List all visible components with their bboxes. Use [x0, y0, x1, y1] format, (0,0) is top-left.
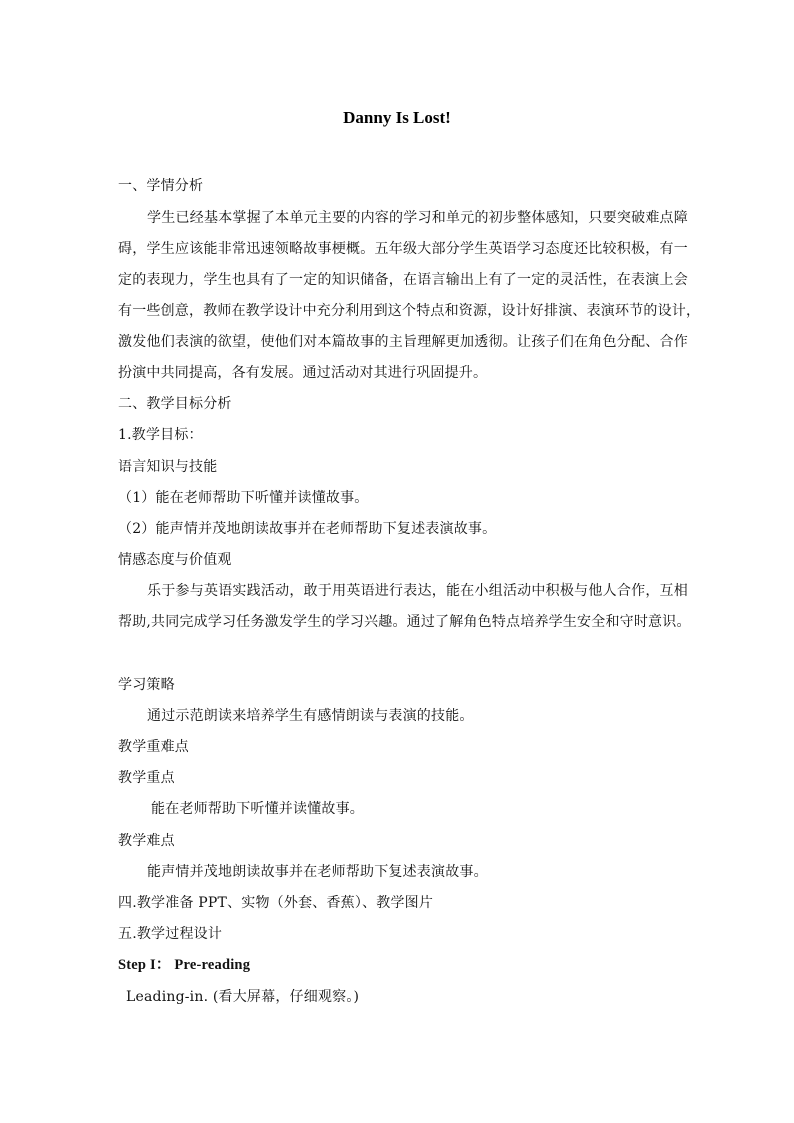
attitude-heading: 情感态度与价值观	[118, 552, 232, 568]
paragraph-line: 碍，学生应该能非常迅速领略故事梗概。五年级大部分学生英语学习态度还比较积极，有一	[118, 241, 688, 257]
difficult-text: 能声情并茂地朗读故事并在老师帮助下复述表演故事。	[147, 864, 488, 880]
paragraph-line: 激发他们表演的欲望，使他们对本篇故事的主旨理解更加透彻。让孩子们在角色分配、合作	[118, 334, 688, 350]
keypoints-heading: 教学重难点	[118, 739, 189, 755]
paragraph-line: 乐于参与英语实践活动，敢于用英语进行表达，能在小组活动中积极与他人合作，互相	[147, 583, 688, 599]
paragraph-line: 学生已经基本掌握了本单元主要的内容的学习和单元的初步整体感知，只要突破难点障	[147, 210, 688, 226]
process-heading: 五.教学过程设计	[118, 926, 223, 942]
goal-item: （1）能在老师帮助下听懂并读懂故事。	[118, 490, 369, 506]
paragraph-line: 帮助,共同完成学习任务激发学生的学习兴趣。通过了解角色特点培养学生安全和守时意识。	[118, 614, 691, 630]
focus-heading: 教学重点	[118, 770, 175, 786]
paragraph-line: 有一些创意，教师在教学设计中充分利用到这个特点和资源，设计好排演、表演环节的设计，	[118, 303, 701, 319]
step-heading: Step I： Pre-reading	[118, 957, 251, 973]
leading-in-line: Leading-in. (看大屏幕，仔细观察。)	[126, 989, 360, 1005]
difficult-heading: 教学难点	[118, 833, 175, 849]
paragraph-line: 扮演中共同提高，各有发展。通过活动对其进行巩固提升。	[118, 365, 488, 381]
goal-heading: 1.教学目标：	[118, 427, 203, 443]
strategy-heading: 学习策略	[118, 677, 175, 693]
focus-text: 能在老师帮助下听懂并读懂故事。	[151, 801, 364, 817]
knowledge-heading: 语言知识与技能	[118, 459, 218, 475]
preparation-line: 四.教学准备 PPT、实物（外套、香蕉）、教学图片	[118, 895, 434, 911]
document-title: Danny Is Lost!	[343, 108, 451, 127]
section-heading-analysis: 一、学情分析	[118, 178, 204, 194]
goal-item: （2）能声情并茂地朗读故事并在老师帮助下复述表演故事。	[118, 521, 497, 537]
section-heading-objectives: 二、教学目标分析	[118, 396, 232, 412]
paragraph-line: 定的表现力，学生也具有了一定的知识储备，在语言输出上有了一定的灵活性，在表演上会	[118, 272, 688, 288]
strategy-text: 通过示范朗读来培养学生有感情朗读与表演的技能。	[147, 708, 474, 724]
